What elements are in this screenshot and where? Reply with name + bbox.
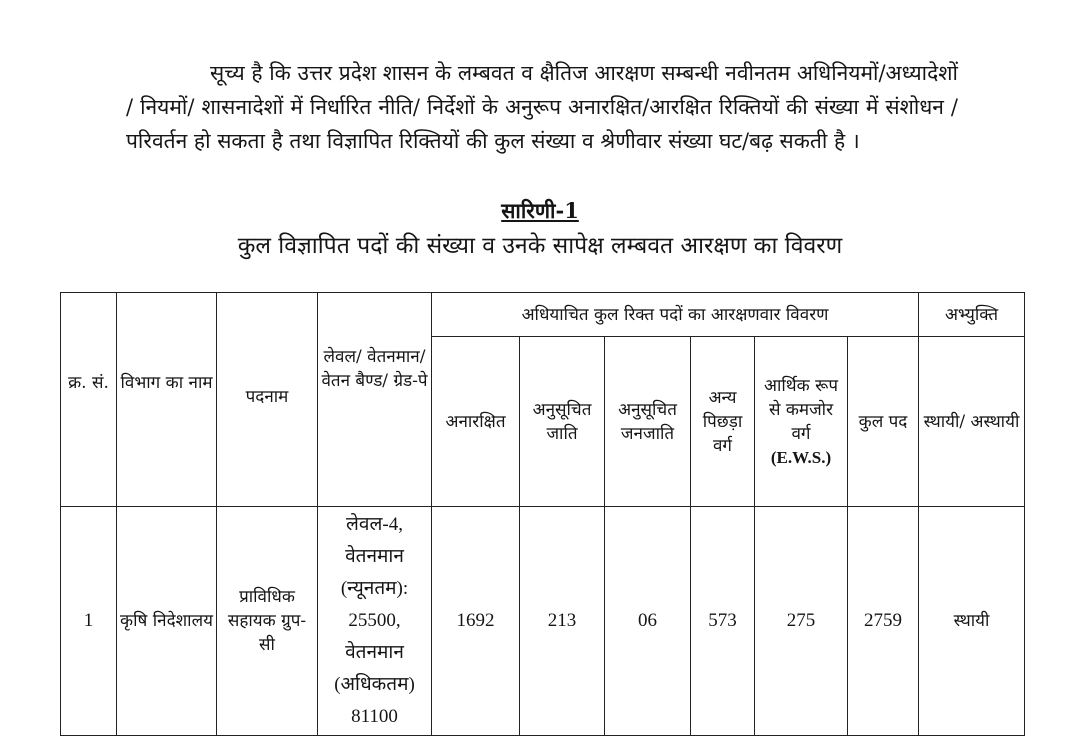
cell-obc: 573 [691, 507, 755, 736]
header-level: लेवल/ वेतनमान/ वेतन बैण्ड/ ग्रेड-पे [318, 293, 432, 507]
header-sc: अनुसूचित जाति [520, 337, 605, 507]
header-ews-abbr: (E.W.S.) [770, 447, 832, 467]
cell-st: 06 [605, 507, 691, 736]
notice-paragraph: सूच्य है कि उत्तर प्रदेश शासन के लम्बवत व क्षैतिज आरक्षण सम्बन्धी नवीनतम अधिनियमों/अध्यादेशों / नियमों/ शासनादेशों में निर्धारित नीति/ निर्देशों के अनुरूप अनारक्षित/आरक्षित रिक्तियों की संख्या में संशोधन /परिवर्तन हो सकता है तथा विज्ञापित रिक्तियों की कुल संख्या व श्रेणीवार संख्या घट/बढ़ सकती है । [126, 61, 958, 153]
cell-level: लेवल-4, वेतनमान (न्यूनतम): 25500, वेतनमान (अधिकतम) 81100 [318, 507, 432, 736]
header-total: कुल पद [848, 337, 919, 507]
header-group: अधियाचित कुल रिक्त पदों का आरक्षणवार विवरण [432, 293, 919, 337]
header-ews-label: आर्थिक रूप से कमजोर वर्ग [764, 375, 838, 444]
header-post: पदनाम [217, 293, 318, 507]
header-ews [755, 337, 848, 507]
header-serial: क्र. सं. [61, 293, 117, 507]
table-label [0, 197, 1080, 225]
cell-ews: 275 [755, 507, 848, 736]
reservation-table [60, 292, 1025, 736]
cell-post: प्राविधिक सहायक ग्रुप-सी [217, 507, 318, 736]
header-status: स्थायी/ अस्थायी [919, 337, 1025, 507]
header-st: अनुसूचित जनजाति [605, 337, 691, 507]
table-title: कुल विज्ञापित पदों की संख्या व उनके सापेक्ष लम्बवत आरक्षण का विवरण [237, 233, 843, 259]
cell-serial: 1 [61, 507, 117, 736]
header-unreserved: अनारक्षित [432, 337, 520, 507]
cell-total: 2759 [848, 507, 919, 736]
cell-sc: 213 [520, 507, 605, 736]
cell-department: कृषि निदेशालय [117, 507, 217, 736]
header-obc: अन्य पिछड़ा वर्ग [691, 337, 755, 507]
cell-unreserved: 1692 [432, 507, 520, 736]
table-row [61, 507, 1025, 736]
header-department: विभाग का नाम [117, 293, 217, 507]
table-label-text: सारिणी-1 [501, 198, 579, 223]
cell-status: स्थायी [919, 507, 1025, 736]
header-remarks: अभ्युक्ति [919, 293, 1025, 337]
